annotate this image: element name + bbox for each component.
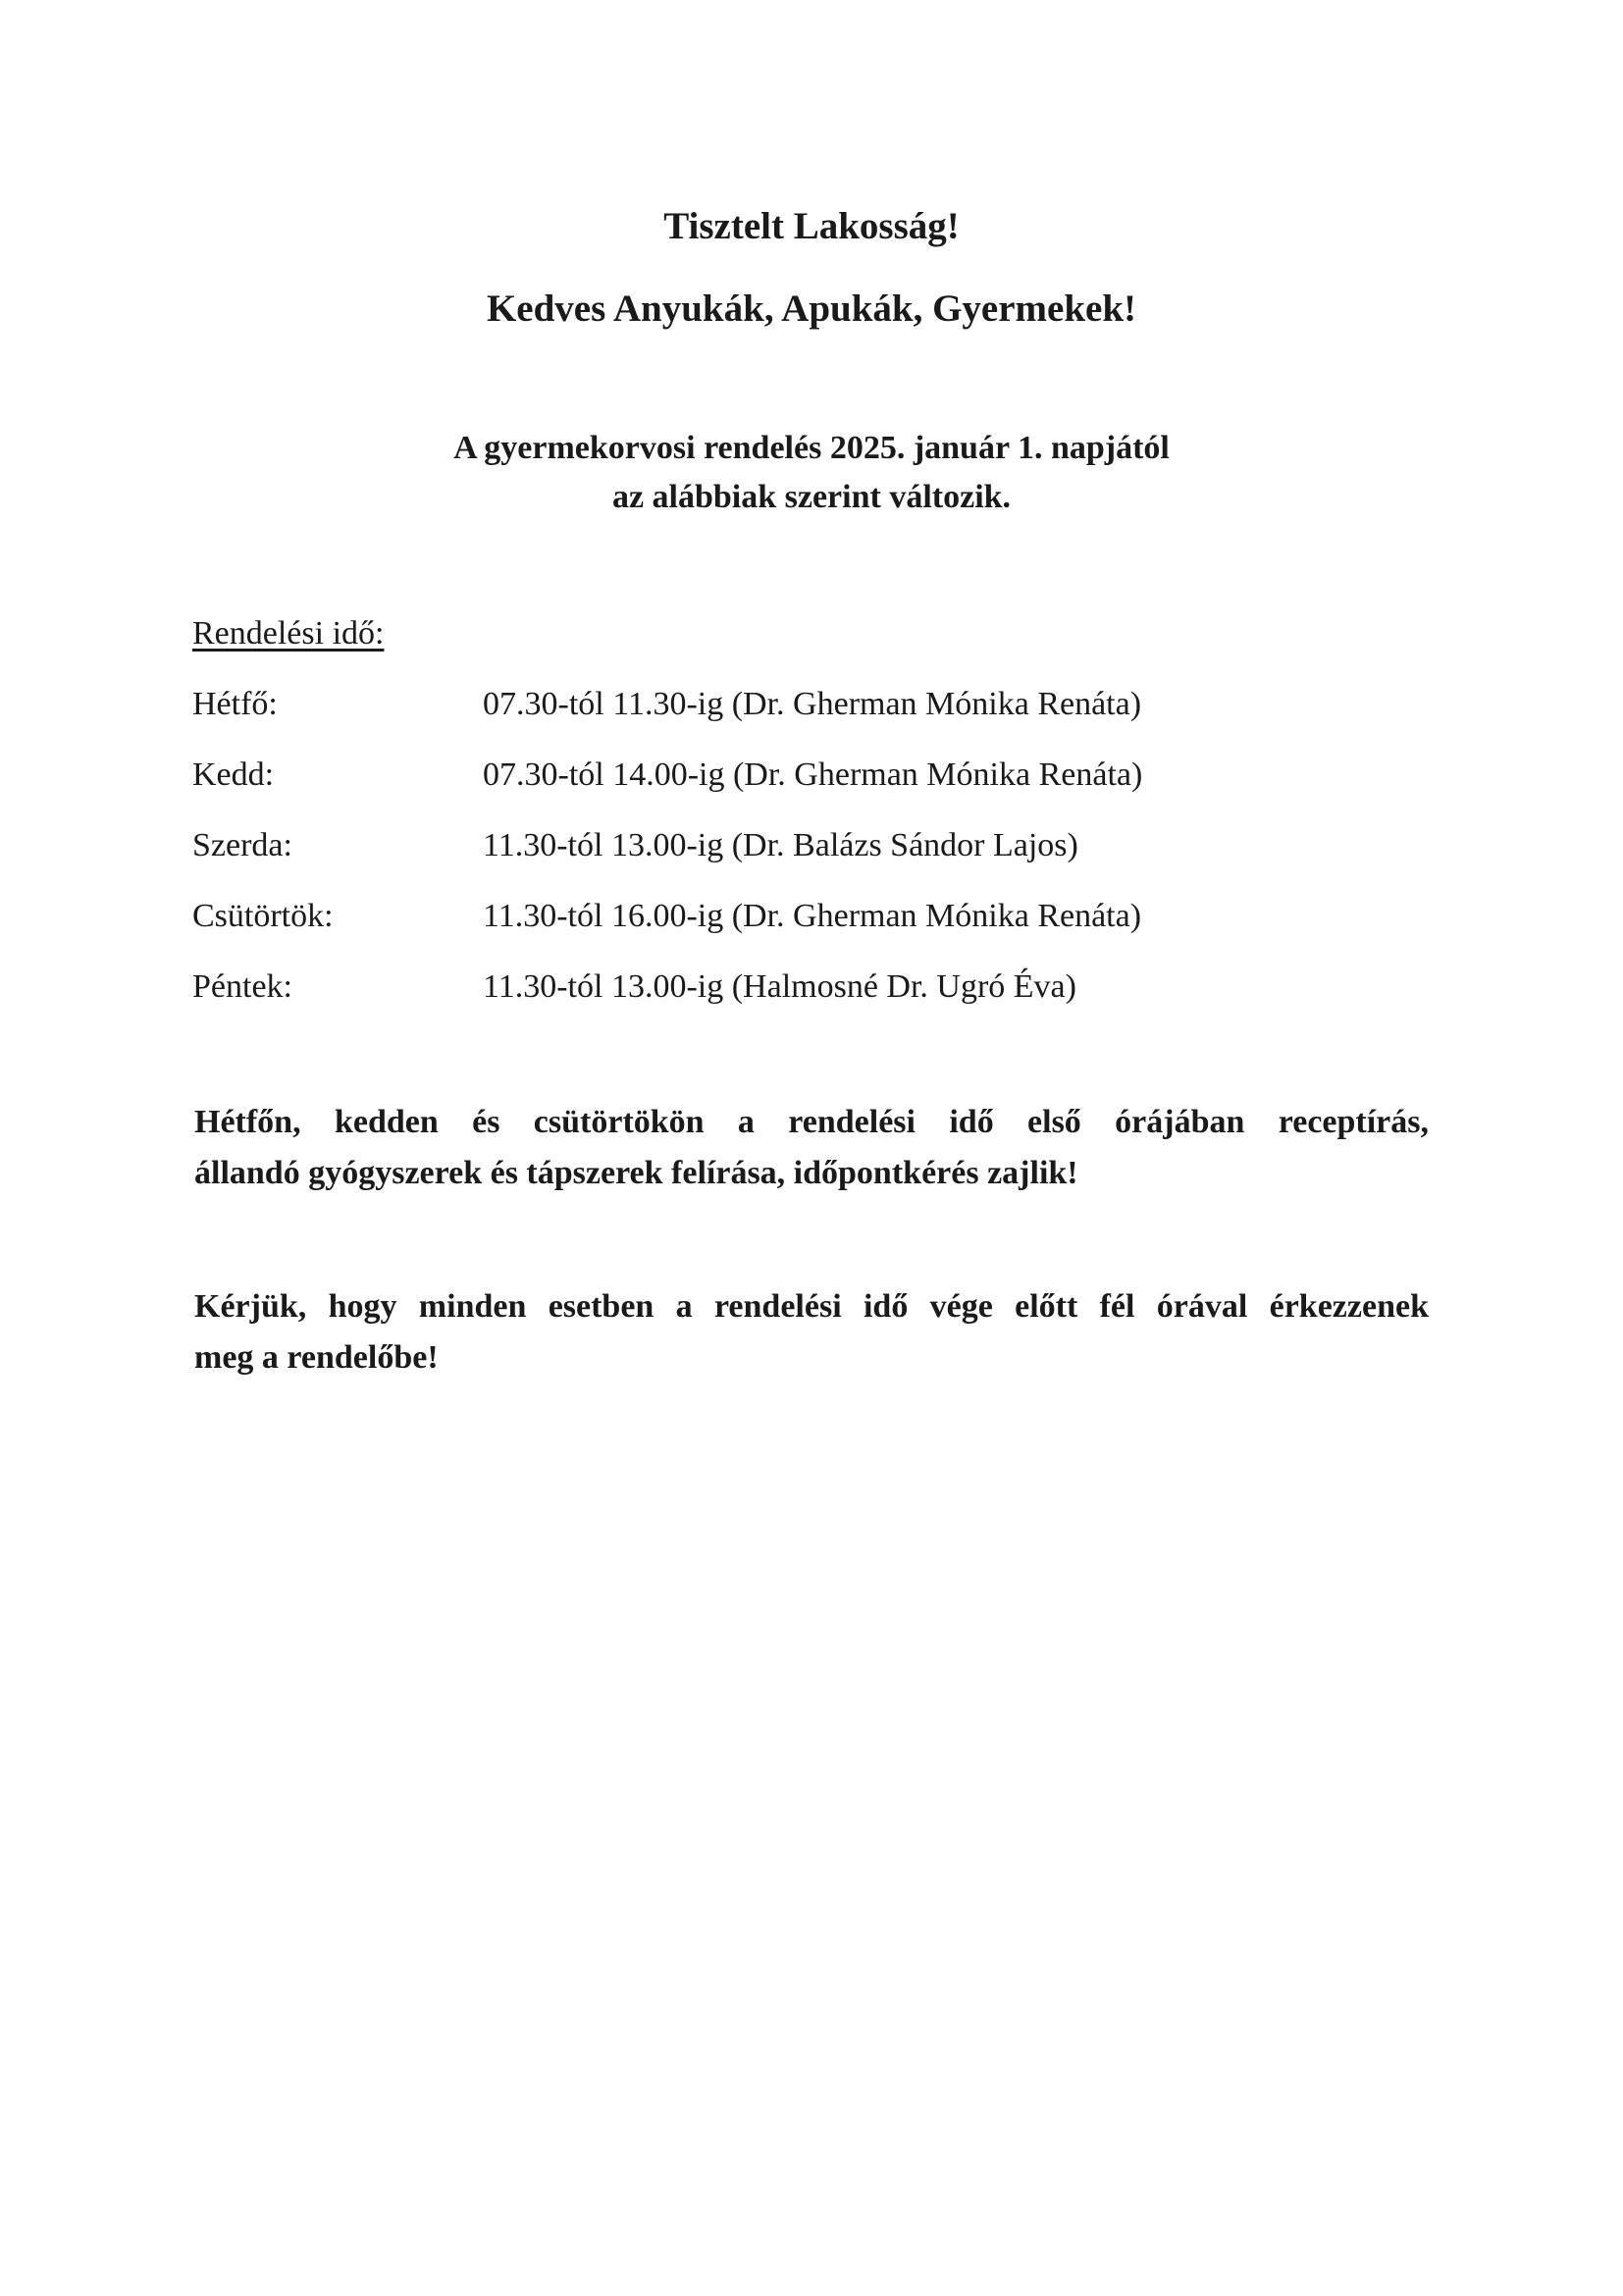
schedule-heading: Rendelési idő: [192, 615, 385, 652]
schedule-row-wednesday [192, 825, 1468, 866]
intro-line-1: A gyermekorvosi rendelés 2025. január 1. napjától [453, 430, 1170, 466]
greeting-subtitle: Kedves Anyukák, Apukák, Gyermekek! [486, 287, 1137, 330]
schedule-hours: 11.30-tól 13.00-ig (Dr. Balázs Sándor Lajos) [483, 827, 1078, 863]
intro-line-2: az alábbiak szerint változik. [611, 479, 1012, 515]
schedule-row-friday [192, 966, 1468, 1008]
arrival-notice [194, 1281, 1429, 1383]
schedule-hours: 07.30-tól 14.00-ig (Dr. Gherman Mónika Renáta) [483, 757, 1143, 793]
greeting-title: Tisztelt Lakosság! [663, 205, 960, 247]
schedule-hours: 07.30-tól 11.30-ig (Dr. Gherman Mónika Renáta) [483, 686, 1142, 722]
prescription-notice [194, 1097, 1429, 1199]
schedule-day: Hétfő: [192, 686, 278, 722]
schedule-day: Szerda: [192, 827, 292, 863]
schedule-row-tuesday [192, 755, 1468, 796]
prescription-notice-line-1: Hétfőn, kedden és csütörtökön a rendelési idő első órájában receptírás, [194, 1104, 1429, 1140]
prescription-notice-line-2: állandó gyógyszerek és tápszerek felírása, időpontkérés zajlik! [194, 1155, 1078, 1191]
arrival-notice-line-2: meg a rendelőbe! [194, 1339, 439, 1376]
schedule-day: Kedd: [192, 757, 275, 793]
arrival-notice-line-1: Kérjük, hogy minden esetben a rendelési idő vége előtt fél órával érkezzenek [194, 1288, 1429, 1325]
schedule-day: Csütörtök: [192, 898, 334, 934]
schedule-hours: 11.30-tól 13.00-ig (Halmosné Dr. Ugró Éva) [483, 968, 1076, 1005]
schedule-row-thursday [192, 896, 1468, 937]
schedule-row-monday [192, 684, 1468, 725]
schedule-day: Péntek: [192, 968, 292, 1005]
schedule-hours: 11.30-tól 16.00-ig (Dr. Gherman Mónika Renáta) [483, 898, 1142, 934]
